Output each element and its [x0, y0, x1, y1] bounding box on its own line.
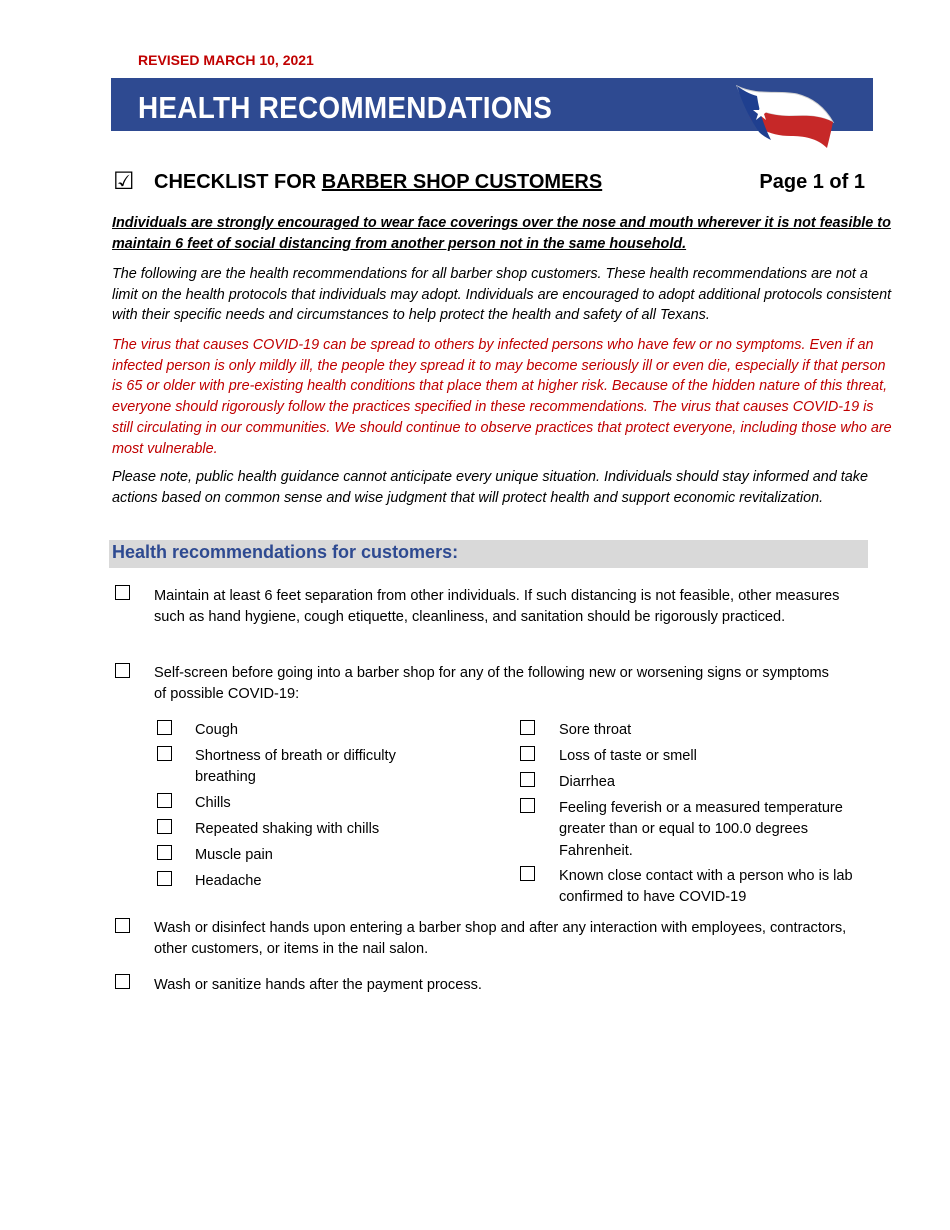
- symptom-muscle-pain: Muscle pain: [195, 847, 273, 863]
- item-distancing: Maintain at least 6 feet separation from other individuals. If such distancing is not feasible, other measures such as hand hygiene, cough etiquette, cleanliness, and sanitation should be rigorously practiced.: [154, 588, 840, 626]
- checkbox-loss-of-taste[interactable]: [520, 746, 535, 761]
- guidance-note-paragraph: Please note, public health guidance cannot anticipate every unique situation. Individuals should stay informed and take actions based on common sense and wise judgment that will protect health and support economic revitalization.: [112, 469, 869, 506]
- checklist-title-row: [113, 167, 873, 198]
- symptom-loss-of-taste: Loss of taste or smell: [559, 748, 697, 764]
- checkbox-self-screen[interactable]: [115, 663, 130, 678]
- symptom-close-contact: Known close contact with a person who is lab confirmed to have COVID-19: [559, 868, 853, 906]
- symptom-chills: Chills: [195, 795, 231, 811]
- symptom-cough: Cough: [195, 722, 239, 738]
- checkbox-shaking[interactable]: [157, 819, 172, 834]
- revised-date: REVISED MARCH 10, 2021: [138, 52, 314, 68]
- checkbox-chills[interactable]: [157, 793, 172, 808]
- symptom-shortness-of-breath: Shortness of breath or difficulty breathing: [195, 748, 396, 786]
- page-number: Page 1 of 1: [759, 171, 865, 193]
- symptom-sore-throat: Sore throat: [559, 722, 632, 738]
- section-header: [109, 540, 868, 568]
- checkbox-shortness-of-breath[interactable]: [157, 746, 172, 761]
- symptom-fever: Feeling feverish or a measured temperature greater than or equal to 100.0 degrees Fahrenheit.: [559, 800, 843, 859]
- section-title: Health recommendations for customers:: [112, 542, 459, 562]
- checkbox-diarrhea[interactable]: [520, 772, 535, 787]
- covid-warning-paragraph: The virus that causes COVID-19 can be spread to others by infected persons who have few or no symptoms. Even if an infected person is only mildly ill, the people they spread it to may become seriously ill or even die, especially if that person is 65 or older with pre-existing health conditions that place them at higher risk. Because of the hidden nature of this threat, everyone should rigorously follow the practices specified in these recommendations. The virus that causes COVID-19 is still circulating in our communities. We should continue to observe practices that protect everyone, including those who are most vulnerable.: [112, 337, 892, 457]
- banner-title: HEALTH RECOMMENDATIONS: [138, 90, 553, 125]
- checkbox-cough[interactable]: [157, 720, 172, 735]
- checkbox-sanitize-payment[interactable]: [115, 974, 130, 989]
- intro-paragraph: The following are the health recommendations for all barber shop customers. These health recommendations are not a limit on the health protocols that individuals may adopt. Individuals are encouraged to adopt additional protocols consistent with their specific needs and circumstances to help protect the health and safety of all Texans.: [112, 266, 892, 324]
- symptom-diarrhea: Diarrhea: [559, 774, 615, 790]
- checkbox-fever[interactable]: [520, 798, 535, 813]
- checked-box-icon: ☑: [113, 167, 135, 195]
- item-wash-hands: Wash or disinfect hands upon entering a barber shop and after any interaction with employees, contractors, other customers, or items in the nail salon.: [154, 920, 847, 958]
- item-sanitize-payment: Wash or sanitize hands after the payment process.: [154, 977, 482, 993]
- symptom-headache: Headache: [195, 873, 262, 889]
- texas-flag-logo: [733, 80, 841, 152]
- checkbox-muscle-pain[interactable]: [157, 845, 172, 860]
- checkbox-wash-hands[interactable]: [115, 918, 130, 933]
- symptom-shaking: Repeated shaking with chills: [195, 821, 380, 837]
- checkbox-close-contact[interactable]: [520, 866, 535, 881]
- face-covering-notice: Individuals are strongly encouraged to wear face coverings over the nose and mouth wherever it is not feasible to maintain 6 feet of social distancing from another person not in the same household.: [112, 215, 891, 252]
- item-self-screen: Self-screen before going into a barber shop for any of the following new or worsening signs or symptoms of possible COVID-19:: [154, 665, 829, 703]
- checkbox-headache[interactable]: [157, 871, 172, 886]
- checklist-subject: BARBER SHOP CUSTOMERS: [321, 171, 603, 193]
- checkbox-distancing[interactable]: [115, 585, 130, 600]
- checkbox-sore-throat[interactable]: [520, 720, 535, 735]
- checklist-title: CHECKLIST FOR BARBER SHOP CUSTOMERS: [154, 171, 603, 193]
